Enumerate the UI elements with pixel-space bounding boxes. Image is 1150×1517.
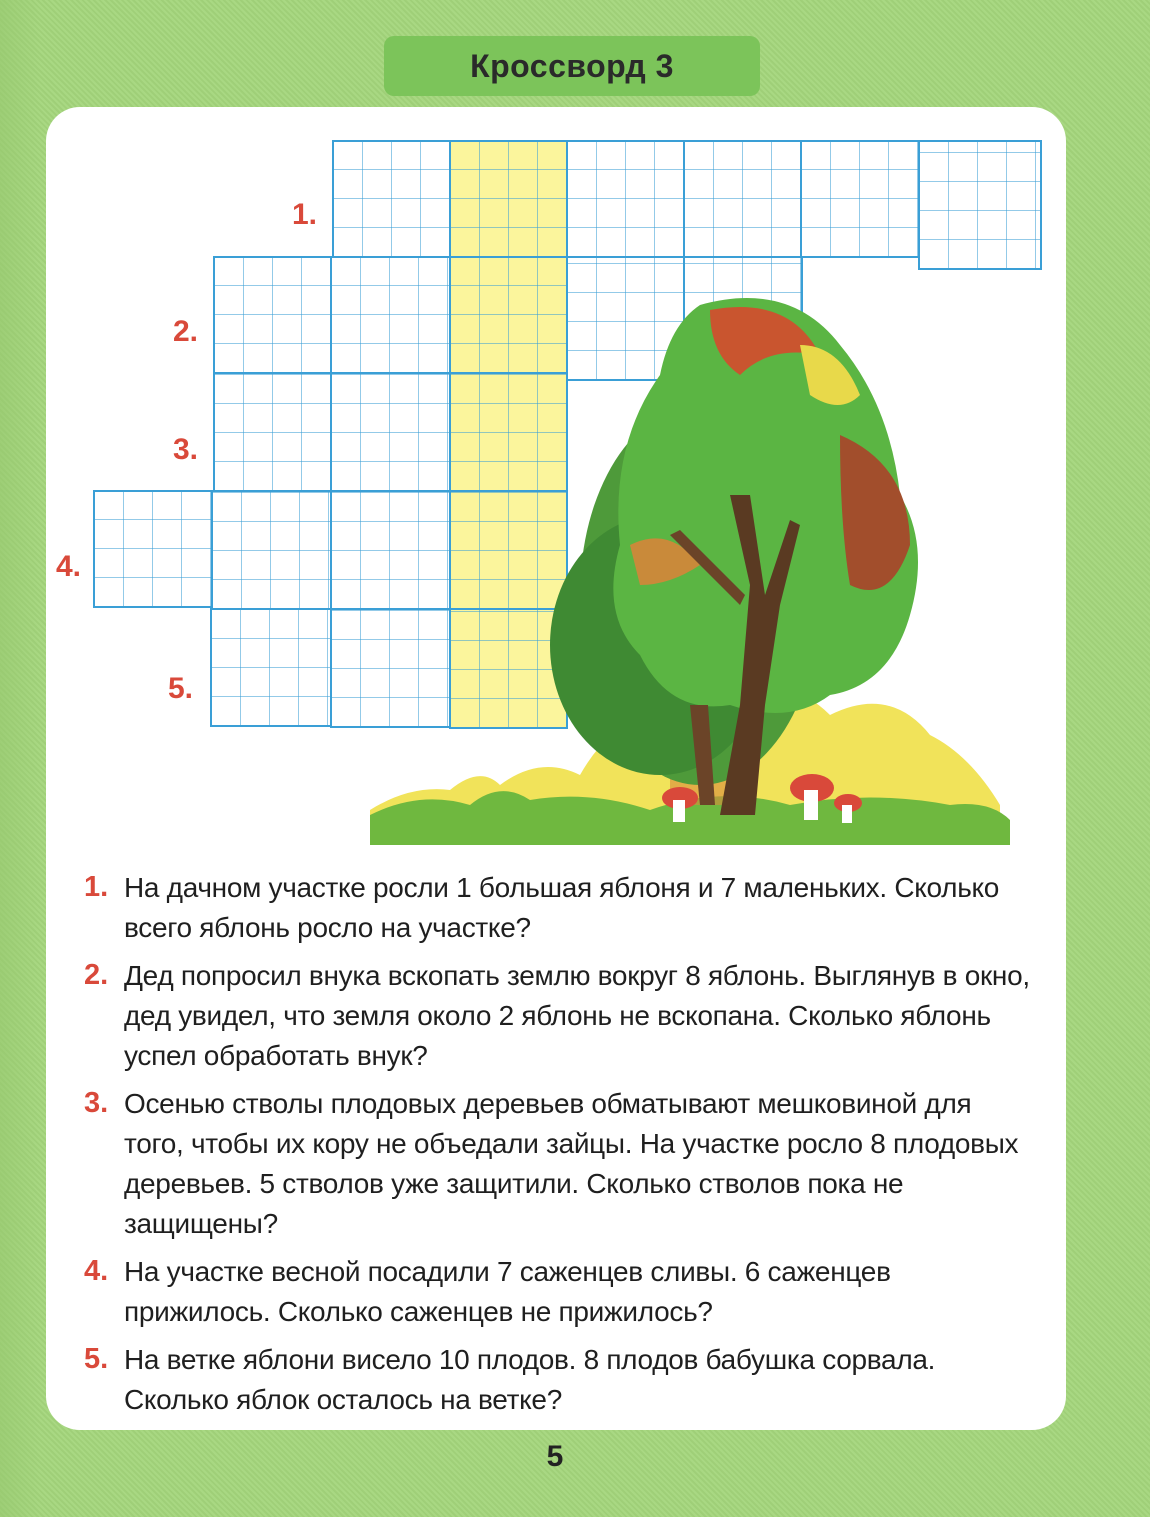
tree-illustration-icon xyxy=(370,285,1050,845)
title-banner xyxy=(384,36,760,96)
task-text: На участке весной посадили 7 саженцев сливы. 6 саженцев прижилось. Сколько саженцев не прижилось? xyxy=(124,1256,891,1327)
task-list xyxy=(84,868,1034,1428)
task-item-5 xyxy=(84,1340,1034,1420)
crossword-cell-block[interactable] xyxy=(210,608,332,727)
crossword-cell-block[interactable] xyxy=(566,140,685,258)
task-number: 5. xyxy=(84,1343,109,1375)
row-label-1: 1. xyxy=(292,198,318,231)
crossword-cell-block[interactable] xyxy=(211,490,332,610)
page-number: 5 xyxy=(546,1440,564,1473)
task-number: 1. xyxy=(84,871,109,903)
task-item-2 xyxy=(84,956,1034,1076)
crossword-cell-block[interactable] xyxy=(93,490,213,608)
row-label-4: 4. xyxy=(56,550,82,583)
row-label-5: 5. xyxy=(168,672,194,705)
crossword-key-cell-block[interactable] xyxy=(449,140,568,258)
task-text: Осенью стволы плодовых деревьев обматывают мешковиной для того, чтобы их кору не объедали зайцы. На участке росло 8 плодовых деревьев. 5 стволов уже защитили. Сколько стволов пока не защищены? xyxy=(124,1088,1019,1239)
crossword-cell-block[interactable] xyxy=(918,140,1042,270)
row-label-3: 3. xyxy=(173,433,199,466)
task-number: 3. xyxy=(84,1087,109,1119)
crossword-cell-block[interactable] xyxy=(213,372,332,492)
crossword-cell-block[interactable] xyxy=(800,140,920,258)
task-text: На дачном участке росли 1 большая яблоня и 7 маленьких. Сколько всего яблонь росло на участке? xyxy=(124,872,1000,943)
task-number: 2. xyxy=(84,959,109,991)
task-item-3 xyxy=(84,1084,1034,1244)
crossword-cell-block[interactable] xyxy=(213,256,332,374)
page-title: Кроссворд 3 xyxy=(470,47,674,84)
task-text: Дед попросил внука вскопать землю вокруг 8 яблонь. Выглянув в окно, дед увидел, что земля около 2 яблонь не вскопана. Сколько яблонь успел обработать внук? xyxy=(124,960,1030,1071)
task-item-4 xyxy=(84,1252,1034,1332)
task-number: 4. xyxy=(84,1255,109,1287)
crossword-cell-block[interactable] xyxy=(332,140,451,258)
row-label-2: 2. xyxy=(173,315,199,348)
task-text: На ветке яблони висело 10 плодов. 8 плодов бабушка сорвала. Сколько яблок осталось на ветке? xyxy=(124,1344,936,1415)
crossword-cell-block[interactable] xyxy=(683,140,802,258)
task-item-1 xyxy=(84,868,1034,948)
